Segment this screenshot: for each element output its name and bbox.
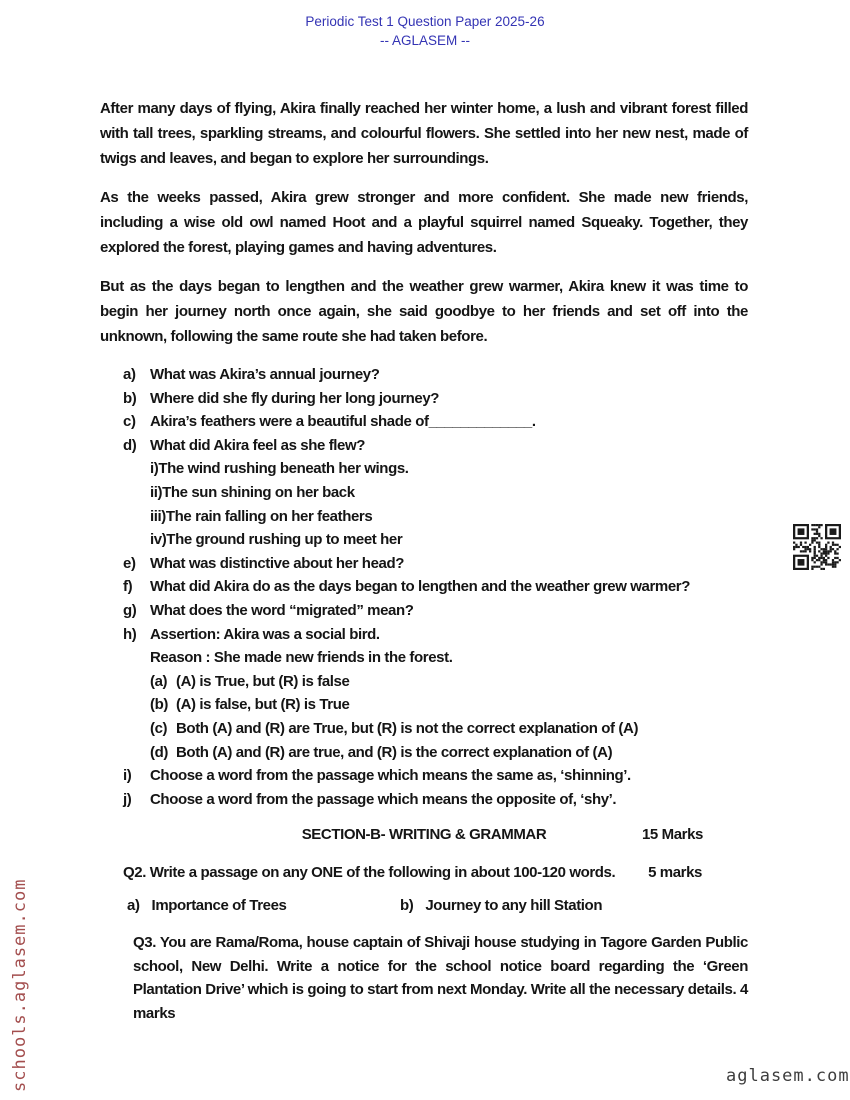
- passage-paragraph: As the weeks passed, Akira grew stronger and more confident. She made new friends, including a wise old owl named Hoot and a playful squirrel named Squeaky. Together, they explored the forest, playing games and having adventures.: [100, 189, 748, 256]
- question-text: (A) is false, but (R) is True: [176, 696, 350, 714]
- question-item: [100, 670, 748, 694]
- question-item: [100, 646, 748, 670]
- question-text: Choose a word from the passage which means the same as, ‘shinning’.: [150, 767, 631, 785]
- question-item: [100, 552, 748, 576]
- q2-option-a-label: a): [127, 897, 140, 915]
- qr-code-image: [793, 524, 841, 570]
- question-text: What does the word “migrated” mean?: [150, 601, 414, 619]
- passage-paragraph: After many days of flying, Akira finally reached her winter home, a lush and vibrant forest filled with tall trees, sparkling streams, and colourful flowers. She settled into her new nest, made of twigs and leaves, and began to explore her surroundings.: [100, 100, 748, 167]
- question-text: ii)The sun shining on her back: [150, 483, 355, 501]
- question-item: [100, 410, 748, 434]
- question-item: [100, 599, 748, 623]
- question-text: Assertion: Akira was a social bird.: [150, 625, 380, 643]
- doc-title: Periodic Test 1 Question Paper 2025-26: [305, 14, 545, 29]
- doc-subtitle: -- AGLASEM --: [379, 33, 470, 48]
- question-item: [100, 741, 748, 765]
- question-q2-options: [100, 894, 748, 918]
- question-text: Choose a word from the passage which means the opposite of, ‘shy’.: [150, 790, 617, 808]
- question-item: [100, 623, 748, 647]
- question-item: [100, 717, 748, 741]
- doc-content: [100, 96, 748, 1026]
- question-text: Reason : She made new friends in the forest.: [150, 649, 453, 667]
- question-item: [100, 457, 748, 481]
- q2-option-b: [400, 894, 602, 917]
- section-b-marks: 15 Marks: [641, 826, 703, 844]
- passage-paragraph: But as the days began to lengthen and the weather grew warmer, Akira knew it was time to begin her journey north once again, she said goodbye to her friends and set off into the unknown, following the same route she had taken before.: [100, 278, 748, 345]
- question-q3-text: Q3. You are Rama/Roma, house captain of Shivaji house studying in Tagore Garden Public school, New Delhi. Write a notice for the school notice board regarding the ‘Green Plantation Drive’ which is going to start from next Monday. Write all the necessary details. 4 marks: [133, 934, 748, 1023]
- question-marker: (a): [150, 672, 168, 690]
- question-item: [100, 434, 748, 458]
- question-q2-row: [100, 861, 748, 884]
- question-text: iv)The ground rushing up to meet her: [150, 531, 403, 549]
- question-marker: b): [123, 389, 137, 407]
- question-text: What did Akira do as the days began to lengthen and the weather grew warmer?: [150, 578, 690, 596]
- left-watermark: schools.aglasem.com: [10, 878, 30, 1092]
- q2-option-b-text: Journey to any hill Station: [425, 897, 603, 915]
- question-item: [100, 505, 748, 529]
- question-marker: a): [123, 366, 136, 383]
- question-text: (A) is True, but (R) is false: [176, 672, 350, 690]
- question-q2-text: Q2. Write a passage on any ONE of the following in about 100-120 words.: [123, 864, 616, 882]
- question-marker: (d): [150, 743, 168, 761]
- question-marker: e): [123, 554, 136, 572]
- question-item: [100, 481, 748, 505]
- question-marker: f): [123, 578, 133, 596]
- question-text: What was distinctive about her head?: [150, 554, 404, 572]
- question-marker: j): [123, 790, 132, 808]
- question-q2-marks: 5 marks: [648, 864, 702, 882]
- question-text: Both (A) and (R) are True, but (R) is not the correct explanation of (A): [176, 719, 639, 737]
- question-item: [100, 387, 748, 411]
- question-text: What did Akira feel as she flew?: [150, 436, 366, 454]
- question-marker: i): [123, 767, 132, 785]
- question-item: [100, 693, 748, 717]
- question-text: What was Akira’s annual journey?: [150, 366, 380, 383]
- question-text: i)The wind rushing beneath her wings.: [150, 460, 409, 478]
- question-text: iii)The rain falling on her feathers: [150, 507, 373, 525]
- question-marker: c): [123, 413, 136, 431]
- question-list: [100, 363, 748, 811]
- question-marker: (b): [150, 696, 168, 714]
- question-text: Both (A) and (R) are true, and (R) is the correct explanation of (A): [176, 743, 613, 761]
- passage: [100, 96, 748, 349]
- question-item: [100, 528, 748, 552]
- q2-option-a: [127, 894, 287, 917]
- question-marker: g): [123, 601, 137, 619]
- q2-option-a-text: Importance of Trees: [151, 897, 287, 915]
- question-item: [100, 764, 748, 788]
- question-item: [100, 363, 748, 387]
- question-item: [100, 575, 748, 599]
- section-b-heading-row: [100, 823, 748, 846]
- question-marker: d): [123, 436, 137, 454]
- question-marker: (c): [150, 719, 168, 737]
- q2-option-b-label: b): [400, 897, 414, 915]
- question-text: Akira’s feathers were a beautiful shade of_____________.: [150, 413, 536, 431]
- bottom-right-watermark: aglasem.com: [726, 1066, 850, 1086]
- question-text: Where did she fly during her long journey?: [150, 389, 440, 407]
- section-b-title: SECTION-B- WRITING & GRAMMAR: [301, 826, 547, 844]
- doc-header: [0, 12, 850, 50]
- question-marker: h): [123, 625, 137, 643]
- qr-code-icon: [793, 524, 841, 570]
- question-item: [100, 788, 748, 812]
